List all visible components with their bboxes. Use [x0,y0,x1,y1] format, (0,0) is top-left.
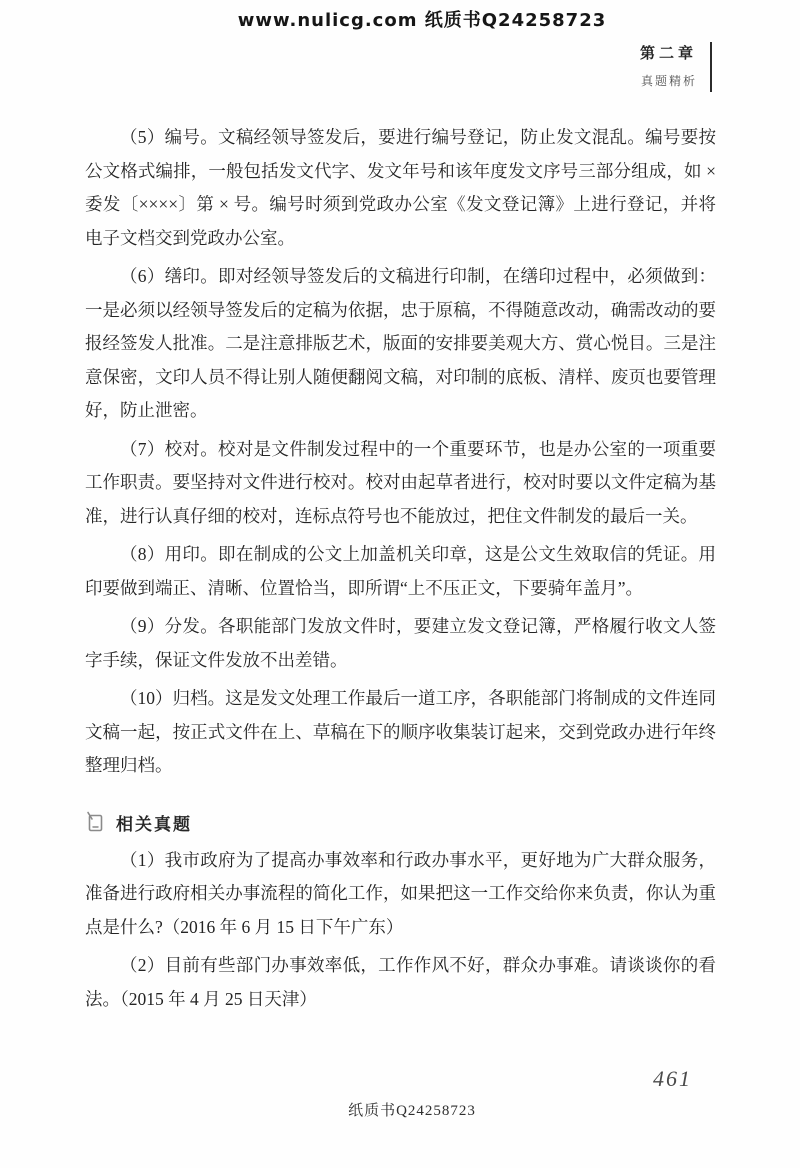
chapter-marker [640,42,712,92]
bottom-watermark: 纸质书Q24258723 [348,1103,476,1119]
top-watermark: www.nulicg.com 纸质书Q24258723 [237,10,607,31]
body-paragraph-5: （5）编号。文稿经领导签发后，要进行编号登记，防止发文混乱。编号要按公文格式编排，一般包括发文代字、发文年号和该年度发文序号三部分组成，如 × 委发〔××××〕第 × 号。编号时须到党政办公室《发文登记簿》上进行登记，并将电子文档交到党政办公室。 [85,127,716,248]
body-paragraph-8: （8）用印。即在制成的公文上加盖机关印章，这是公文生效取信的凭证。用印要做到端正、清晰、位置恰当，即所谓“上不压正文，下要骑年盖月”。 [85,544,716,598]
chapter-number: 第二章 [639,45,697,62]
chapter-title: 真题精析 [640,74,697,88]
body-paragraph-10: （10）归档。这是发文处理工作最后一道工序，各职能部门将制成的文件连同文稿一起，按正式文件在上、草稿在下的顺序收集装订起来，交到党政办进行年终整理归档。 [85,688,716,775]
page-body [85,121,716,1021]
question-paragraph-1: （1）我市政府为了提高办事效率和行政办事水平，更好地为广大群众服务，准备进行政府相关办事流程的简化工作，如果把这一工作交给你来负责，你认为重点是什么?（2016 年 6 月 15 日下午广东） [85,849,716,937]
body-paragraph-9: （9）分发。各职能部门发放文件时，要建立发文登记簿，严格履行收文人签字手续，保证文件发放不出差错。 [85,616,716,670]
body-paragraph-7: （7）校对。校对是文件制发过程中的一个重要环节，也是办公室的一项重要工作职责。要坚持对文件进行校对。校对由起草者进行，校对时要以文件定稿为基准，进行认真仔细的校对，连标点符号也不能放过，把住文件制发的最后一关。 [85,438,716,526]
section-heading [85,810,716,835]
page-number: 461 [653,1066,692,1091]
body-paragraph-6: （6）缮印。即对经领导签发后的文稿进行印制，在缮印过程中，必须做到：一是必须以经领导签发后的定稿为依据，忠于原稿，不得随意改动，确需改动的要报经签发人批准。二是注意排版艺术，版面的安排要美观大方、赏心悦目。三是注意保密，文印人员不得让别人随便翻阅文稿，对印制的底板、清样、废页也要管理好，防止泄密。 [85,266,716,420]
question-paragraph-2: （2）目前有些部门办事效率低，工作作风不好，群众办事难。请谈谈你的看法。（2015 年 4 月 25 日天津） [85,955,716,1009]
notepad-icon [85,811,105,833]
section-heading-label: 相关真题 [116,814,192,834]
